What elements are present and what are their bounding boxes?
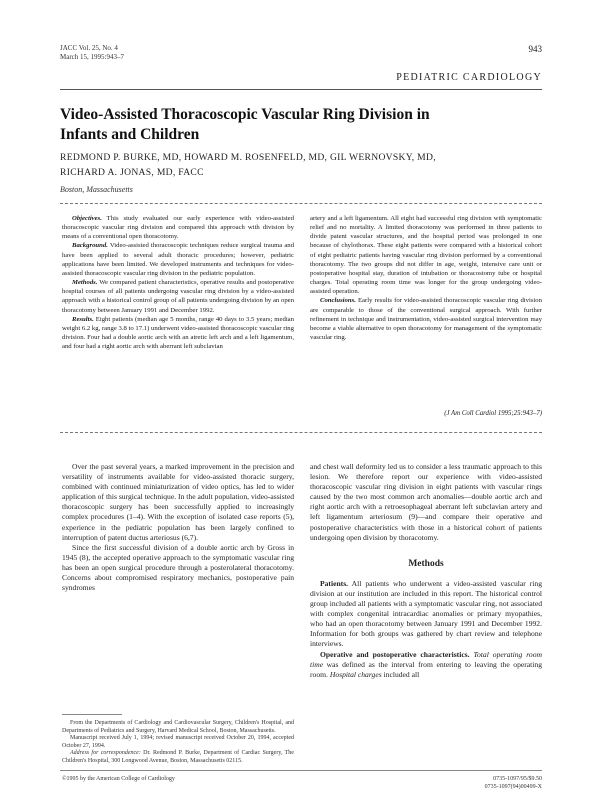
title-line-2: Infants and Children xyxy=(60,126,200,143)
page-number: 943 xyxy=(528,44,542,54)
footer-rule xyxy=(60,770,542,771)
section-heading: PEDIATRIC CARDIOLOGY xyxy=(396,72,542,83)
issn-line-2: 0735-1097(94)00499-X xyxy=(484,784,542,790)
abstract-methods: Methods. We compared patient characteristics, operative results and postoperative hospital courses of all patients undergoing vascular ring division by a video-assisted approach with a historical control group of all patients undergoing division by an open thoracotomy between January 1991 and December 1992. xyxy=(62,279,294,314)
article-title xyxy=(60,105,540,145)
author-location: Boston, Massachusetts xyxy=(60,185,133,194)
journal-volume: JACC Vol. 25, No. 4 xyxy=(60,44,118,52)
abstract-conclusions: Conclusions. Early results for video-assisted thoracoscopic vascular ring division are comparable to those of the conventional surgical approach. With further refinement in technique and instrumentation, video-assisted surgical intervention may become a viable alternative to open thoracotomy for management of the symptomatic vascular ring. xyxy=(310,297,542,342)
abstract-top-rule xyxy=(60,203,542,204)
footnote-address: Address for correspondence: Dr. Redmond P. Burke, Department of Cardiac Surgery, The Children's Hospital, 300 Longwood Avenue, Boston, Massachusetts 02115. xyxy=(62,750,294,764)
abstract-left-column xyxy=(62,214,294,351)
footnotes xyxy=(62,720,294,766)
copyright-notice: ©1995 by the American College of Cardiology xyxy=(62,776,175,782)
abstract-objectives: Objectives. This study evaluated our early experience with video-assisted thoracoscopic vascular ring division and compared this approach with division by means of a conventional open thoracotomy. xyxy=(62,215,294,241)
body-right-column xyxy=(310,462,542,680)
body-left-column xyxy=(62,462,294,593)
title-line-1: Video-Assisted Thoracoscopic Vascular Ring Division in xyxy=(60,106,430,123)
intro-paragraph-1: Over the past several years, a marked improvement in the precision and versatility of instruments available for video-assisted thoracic surgery, combined with continued miniaturization of video optics, has led to wider application of this surgical technique. In the adult population, video-assisted thoracoscopic surgery has been successfully applied to increasingly complex procedures (1–4). With the exception of isolated case reports (5), experience in the pediatric population has been largely confined to interruption of patent ductus arteriosus (6,7). xyxy=(62,462,294,542)
issn-line-1: 0735-1097/95/$9.50 xyxy=(493,776,542,782)
abstract-background: Background. Video-assisted thoracoscopic techniques reduce surgical trauma and have been applied to several adult thoracic procedures; however, pediatric applications have been limited. We developed instruments and techniques for video-assisted thoracoscopic vascular ring division in the pediatric population. xyxy=(62,242,294,277)
header-rule xyxy=(60,89,542,90)
authors-line-2: RICHARD A. JONAS, MD, FACC xyxy=(60,167,204,178)
intro-paragraph-continued: and chest wall deformity led us to consider a less traumatic approach to this lesion. We therefore report our experience with video-assisted thoracoscopic vascular ring division in eight patients with vascular rings caused by the two most common arch anomalies—double aortic arch and right aortic arch with a retroesophageal aberrant left subclavian artery and left ligamentum arteriosum (9)—and compare their operative and postoperative characteristics with those in a historical cohort of patients undergoing open division by thoracotomy. xyxy=(310,462,542,542)
footnote-affiliation: From the Departments of Cardiology and Cardiovascular Surgery, Children's Hospital, and Departments of Pediatrics and Surgery, Harvard Medical School, Boston, Massachusetts. xyxy=(62,720,294,734)
journal-date-pages: March 15, 1995:943–7 xyxy=(60,53,124,61)
methods-operative: Operative and postoperative characteristics. Total operating room time was defined as the interval from entering to leaving the operating room. Hospital charges included all xyxy=(310,649,542,679)
footnote-rule xyxy=(62,714,122,715)
authors-line-1: REDMOND P. BURKE, MD, HOWARD M. ROSENFELD, MD, GIL WERNOVSKY, MD, xyxy=(60,152,436,163)
footnote-received: Manuscript received July 1, 1994; revised manuscript received October 20, 1994, accepted October 27, 1994. xyxy=(62,735,294,749)
intro-paragraph-2: Since the first successful division of a double aortic arch by Gross in 1945 (8), the accepted operative approach to the symptomatic vascular ring has been an open surgical procedure through a posterolateral thoracotomy. Concerns about compromised respiratory mechanics, postoperative pain syndromes xyxy=(62,542,294,593)
methods-heading: Methods xyxy=(408,558,444,569)
abstract-right-column xyxy=(310,214,542,342)
methods-patients: Patients. All patients who underwent a video-assisted vascular ring division at our institution are included in this report. The historical control group included all patients with a symptomatic vascular ring, not associated with complex congenital intracardiac anomalies or primary myopathies, who had an open thoracotomy between January 1991 and December 1992. Information for both groups was gathered by chart review and telephone interviews. xyxy=(310,578,542,649)
authors xyxy=(60,150,540,180)
abstract-results: Results. Eight patients (median age 5 months, range 40 days to 3.5 years; median weight 6.2 kg, range 3.8 to 17.1) underwent video-assisted thoracoscopic vascular ring division. Four had a double aortic arch with an atretic left arch and a left ligamentum, and four had a right aortic arch with aberrant left subclavian xyxy=(62,315,294,351)
abstract-citation: (J Am Coll Cardiol 1995;25:943–7) xyxy=(444,410,542,417)
abstract-results-continued: artery and a left ligamentum. All eight had successful ring division with symptomatic relief and no mortality. A limited thoracotomy was performed in three patients to divide patent vascular structures, and the hospital period was prolonged in one because of chylothorax. These eight patients were compared with a historical cohort of eight pediatric patients having vascular ring division performed by a conventional thoracotomy. The two groups did not differ in age, weight, intensive care unit or postoperative hospital stay, duration of intubation or thoracostomy tube or hospital charges. Total operating room time was longer for the group undergoing video-assisted operation. xyxy=(310,215,542,296)
abstract-bottom-rule xyxy=(60,432,542,433)
